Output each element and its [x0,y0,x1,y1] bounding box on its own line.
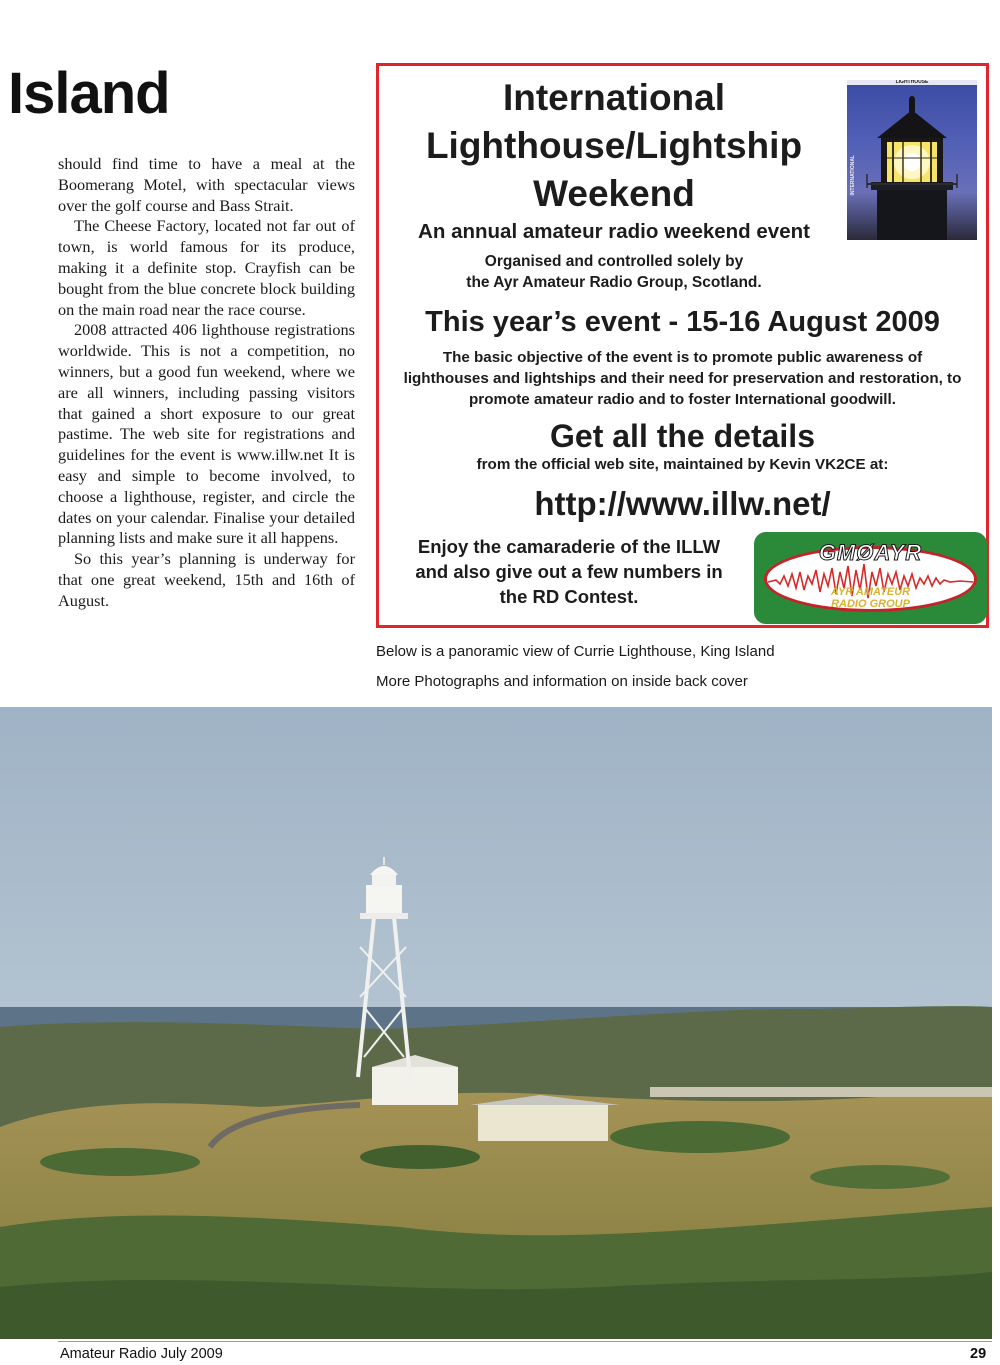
logo-group-line: AYR AMATEUR [830,586,911,598]
ad-organised-line: Organised and controlled solely by [484,253,744,270]
ad-objective-line: lighthouses and lightships and their need for preservation and restoration, to [403,370,962,387]
gm0ayr-logo [754,532,987,624]
ad-details-sub: from the official web site, maintained by Kevin VK2CE at: [476,456,889,473]
lighthouse-lamp-illustration [847,80,977,240]
ad-organised-line: the Ayr Amateur Radio Group, Scotland. [466,274,762,291]
photo-caption-strip: LIGHTHOUSE [847,80,977,85]
currie-lighthouse-panorama [0,707,992,1339]
lighthouse-lamp-photo [847,80,977,240]
logo-callsign: GMØAYR [818,540,923,565]
article-paragraph: should find time to have a meal at the Boomerang Motel, with spectacular views over the golf course and Bass Strait. [58,154,355,215]
photo-caption: Below is a panoramic view of Currie Lighthouse, King Island [376,643,775,660]
ad-subtitle: An annual amateur radio weekend event [418,220,810,243]
footer-page-number: 29 [970,1346,987,1362]
footer-publication: Amateur Radio July 2009 [60,1346,223,1362]
photo-side-text: INTERNATIONAL [850,155,856,196]
ad-camaraderie-line: and also give out a few numbers in [415,561,723,582]
ad-details-heading: Get all the details [550,418,815,454]
photo-caption: More Photographs and information on inside back cover [376,673,748,690]
ad-objective-line: promote amateur radio and to foster International goodwill. [469,391,896,408]
panorama-illustration [0,707,992,1339]
article-paragraph: So this year’s planning is underway for that one great weekend, 15th and 16th of August. [58,549,355,610]
article-paragraph: The Cheese Factory, located not far out of town, is world famous for its produce, making it a definite stop. Crayfish can be bought from the blue concrete block building on the main road near the race course. [58,216,355,319]
ad-camaraderie-line: the RD Contest. [499,586,639,607]
ad-title-line: Lighthouse/Lightship [425,125,803,166]
footer-rule [58,1341,992,1342]
ad-camaraderie-line: Enjoy the camaraderie of the ILLW [417,536,721,557]
ad-url: http://www.illw.net/ [534,485,831,522]
illw-advertisement [376,63,989,628]
article-body [58,154,355,612]
logo-group-line: RADIO GROUP [831,598,910,610]
ad-camaraderie [389,534,749,609]
ad-objective-line: The basic objective of the event is to promote public awareness of [442,349,923,366]
ad-title-line: Weekend [533,173,695,214]
section-heading: Island [8,61,170,126]
ad-title-line: International [502,77,726,118]
ad-event-dates: This year’s event - 15-16 August 2009 [425,306,940,338]
article-paragraph: 2008 attracted 406 lighthouse registrations worldwide. This is not a competition, no winners, but a good fun weekend, where we are all winners, including passing visitors that gained a short exposure to our great pastime. The web site for registrations and guidelines for the event is www.illw.net It is easy and simple to become involved, to choose a lighthouse, register, and circle the dates on your calendar. Finalise your detailed planning lists and make sure it all happens. [58,320,355,548]
